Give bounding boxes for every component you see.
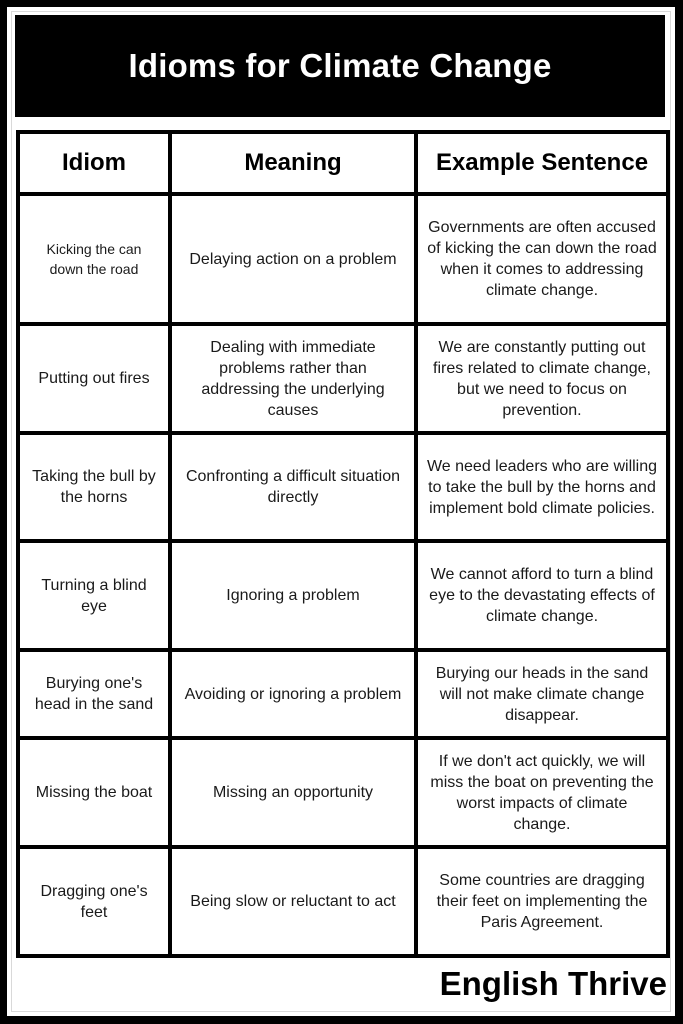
idiom-cell: Kicking the can down the road bbox=[18, 194, 170, 324]
table-row bbox=[18, 650, 668, 738]
meaning-cell: Missing an opportunity bbox=[170, 738, 416, 847]
brand-watermark: English Thrive bbox=[439, 965, 667, 1002]
table-row bbox=[18, 541, 668, 650]
example-cell: Some countries are dragging their feet on implementing the Paris Agreement. bbox=[416, 847, 668, 956]
example-cell: Burying our heads in the sand will not make climate change disappear. bbox=[416, 650, 668, 738]
title-banner bbox=[15, 15, 665, 117]
example-cell: We cannot afford to turn a blind eye to the devastating effects of climate change. bbox=[416, 541, 668, 650]
meaning-cell: Avoiding or ignoring a problem bbox=[170, 650, 416, 738]
header-meaning: Meaning bbox=[170, 132, 416, 194]
meaning-cell: Being slow or reluctant to act bbox=[170, 847, 416, 956]
meaning-cell: Dealing with immediate problems rather than addressing the underlying causes bbox=[170, 324, 416, 433]
table-row bbox=[18, 194, 668, 324]
example-cell: If we don't act quickly, we will miss the boat on preventing the worst impacts of climate change. bbox=[416, 738, 668, 847]
table-header-row bbox=[18, 132, 668, 194]
table-row bbox=[18, 324, 668, 433]
example-cell: Governments are often accused of kicking the can down the road when it comes to addressing climate change. bbox=[416, 194, 668, 324]
idiom-cell: Taking the bull by the horns bbox=[18, 433, 170, 541]
idiom-cell: Missing the boat bbox=[18, 738, 170, 847]
header-example-sentence: Example Sentence bbox=[416, 132, 668, 194]
page-frame bbox=[7, 7, 675, 1016]
idiom-cell: Turning a blind eye bbox=[18, 541, 170, 650]
idioms-table bbox=[16, 130, 670, 958]
meaning-cell: Confronting a difficult situation directly bbox=[170, 433, 416, 541]
page-title: Idioms for Climate Change bbox=[128, 47, 552, 84]
example-cell: We need leaders who are willing to take the bull by the horns and implement bold climate policies. bbox=[416, 433, 668, 541]
header-idiom: Idiom bbox=[18, 132, 170, 194]
meaning-cell: Ignoring a problem bbox=[170, 541, 416, 650]
table-row bbox=[18, 433, 668, 541]
idiom-cell: Burying one's head in the sand bbox=[18, 650, 170, 738]
table-row bbox=[18, 738, 668, 847]
meaning-cell: Delaying action on a problem bbox=[170, 194, 416, 324]
table-row bbox=[18, 847, 668, 956]
example-cell: We are constantly putting out fires related to climate change, but we need to focus on prevention. bbox=[416, 324, 668, 433]
idiom-cell: Putting out fires bbox=[18, 324, 170, 433]
idiom-cell: Dragging one's feet bbox=[18, 847, 170, 956]
